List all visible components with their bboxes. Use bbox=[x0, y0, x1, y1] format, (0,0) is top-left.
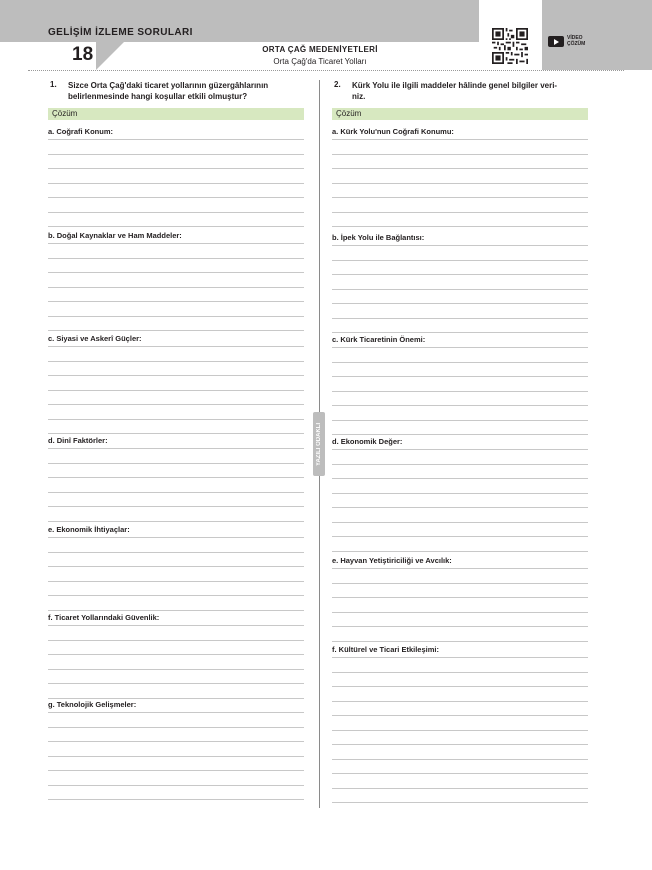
question-number: 1. bbox=[50, 80, 57, 89]
answer-line[interactable] bbox=[48, 258, 304, 259]
answer-line[interactable] bbox=[48, 463, 304, 464]
answer-line[interactable] bbox=[332, 139, 588, 140]
answer-line[interactable] bbox=[48, 243, 304, 244]
answer-line[interactable] bbox=[48, 361, 304, 362]
answer-line[interactable] bbox=[48, 683, 304, 684]
answer-line[interactable] bbox=[48, 640, 304, 641]
answer-line[interactable] bbox=[48, 419, 304, 420]
answer-line[interactable] bbox=[48, 433, 304, 434]
video-solution-link[interactable] bbox=[567, 35, 585, 47]
section-label: a. Coğrafi Konum: bbox=[48, 127, 113, 136]
answer-line[interactable] bbox=[332, 551, 588, 552]
section-label: g. Teknolojik Gelişmeler: bbox=[48, 700, 137, 709]
side-tab-label: YAZILI ODAKLI bbox=[316, 422, 322, 466]
answer-line[interactable] bbox=[332, 597, 588, 598]
section-label: c. Kürk Ticaretinin Önemi: bbox=[332, 335, 426, 344]
answer-line[interactable] bbox=[332, 274, 588, 275]
answer-line[interactable] bbox=[48, 712, 304, 713]
answer-line[interactable] bbox=[332, 568, 588, 569]
section-label: e. Ekonomik İhtiyaçlar: bbox=[48, 525, 130, 534]
section-label: d. Dinî Faktörler: bbox=[48, 436, 108, 445]
answer-line[interactable] bbox=[332, 226, 588, 227]
answer-line[interactable] bbox=[48, 139, 304, 140]
answer-line[interactable] bbox=[332, 434, 588, 435]
answer-line[interactable] bbox=[48, 448, 304, 449]
answer-line[interactable] bbox=[48, 226, 304, 227]
unit-title: ORTA ÇAĞ MEDENİYETLERİ bbox=[262, 45, 378, 54]
answer-line[interactable] bbox=[332, 583, 588, 584]
answer-line[interactable] bbox=[332, 332, 588, 333]
answer-line[interactable] bbox=[48, 506, 304, 507]
section-label: e. Hayvan Yetiştiriciliği ve Avcılık: bbox=[332, 556, 452, 565]
answer-line[interactable] bbox=[48, 654, 304, 655]
answer-line[interactable] bbox=[48, 154, 304, 155]
answer-line[interactable] bbox=[332, 672, 588, 673]
answer-line[interactable] bbox=[48, 346, 304, 347]
answer-line[interactable] bbox=[332, 168, 588, 169]
section-label: b. Doğal Kaynaklar ve Ham Maddeler: bbox=[48, 231, 182, 240]
series-title: GELİŞİM İZLEME SORULARI bbox=[48, 27, 193, 38]
answer-line[interactable] bbox=[332, 686, 588, 687]
section-label: c. Siyasi ve Askerî Güçler: bbox=[48, 334, 142, 343]
answer-line[interactable] bbox=[48, 566, 304, 567]
video-label-line2: ÇÖZÜM bbox=[567, 41, 586, 47]
answer-line[interactable] bbox=[332, 802, 588, 803]
answer-line[interactable] bbox=[332, 245, 588, 246]
answer-line[interactable] bbox=[48, 698, 304, 699]
answer-line[interactable] bbox=[48, 552, 304, 553]
answer-line[interactable] bbox=[332, 464, 588, 465]
question-text-line: niz. bbox=[352, 92, 366, 101]
answer-line[interactable] bbox=[332, 507, 588, 508]
answer-line[interactable] bbox=[48, 404, 304, 405]
answer-line[interactable] bbox=[48, 330, 304, 331]
answer-line[interactable] bbox=[48, 669, 304, 670]
answer-line[interactable] bbox=[332, 730, 588, 731]
question-text bbox=[68, 80, 304, 102]
answer-line[interactable] bbox=[48, 727, 304, 728]
section-label: a. Kürk Yolu'nun Coğrafi Konumu: bbox=[332, 127, 454, 136]
answer-line[interactable] bbox=[332, 759, 588, 760]
answer-line[interactable] bbox=[48, 272, 304, 273]
question-text-line: Kürk Yolu ile ilgili maddeler hâlinde genel bilgiler veri- bbox=[352, 81, 558, 90]
answer-line[interactable] bbox=[48, 537, 304, 538]
answer-line[interactable] bbox=[48, 595, 304, 596]
solution-bar: Çözüm bbox=[48, 108, 304, 120]
answer-line[interactable] bbox=[48, 183, 304, 184]
answer-line[interactable] bbox=[48, 212, 304, 213]
lesson-number: 18 bbox=[72, 44, 94, 65]
answer-line[interactable] bbox=[48, 521, 304, 522]
question-text-line: belirlenmesinde hangi koşullar etkili olmuştur? bbox=[68, 92, 248, 101]
answer-line[interactable] bbox=[332, 641, 588, 642]
answer-line[interactable] bbox=[332, 405, 588, 406]
solution-bar: Çözüm bbox=[332, 108, 588, 120]
answer-line[interactable] bbox=[332, 744, 588, 745]
answer-line[interactable] bbox=[48, 168, 304, 169]
answer-line[interactable] bbox=[332, 715, 588, 716]
answer-line[interactable] bbox=[48, 316, 304, 317]
answer-line[interactable] bbox=[332, 154, 588, 155]
header-slant bbox=[96, 40, 126, 70]
section-label: f. Ticaret Yollarındaki Güvenlik: bbox=[48, 613, 160, 622]
answer-line[interactable] bbox=[332, 212, 588, 213]
answer-line[interactable] bbox=[332, 289, 588, 290]
answer-line[interactable] bbox=[48, 625, 304, 626]
answer-line[interactable] bbox=[332, 657, 588, 658]
unit-subtitle: Orta Çağ'da Ticaret Yolları bbox=[273, 57, 367, 66]
answer-line[interactable] bbox=[48, 756, 304, 757]
answer-line[interactable] bbox=[48, 287, 304, 288]
answer-line[interactable] bbox=[48, 770, 304, 771]
section-label: d. Ekonomik Değer: bbox=[332, 437, 403, 446]
answer-line[interactable] bbox=[332, 197, 588, 198]
answer-line[interactable] bbox=[48, 375, 304, 376]
answer-line[interactable] bbox=[332, 493, 588, 494]
answer-line[interactable] bbox=[332, 347, 588, 348]
answer-line[interactable] bbox=[48, 492, 304, 493]
question-text-line: Sizce Orta Çağ'daki ticaret yollarının güzergâhlarının bbox=[68, 81, 269, 90]
answer-line[interactable] bbox=[332, 376, 588, 377]
answer-line[interactable] bbox=[332, 478, 588, 479]
answer-line[interactable] bbox=[332, 362, 588, 363]
answer-line[interactable] bbox=[48, 741, 304, 742]
answer-line[interactable] bbox=[48, 610, 304, 611]
answer-line[interactable] bbox=[332, 260, 588, 261]
answer-line[interactable] bbox=[48, 477, 304, 478]
answer-line[interactable] bbox=[332, 612, 588, 613]
answer-line[interactable] bbox=[332, 183, 588, 184]
answer-line[interactable] bbox=[332, 449, 588, 450]
qr-code-icon[interactable] bbox=[492, 28, 528, 64]
answer-line[interactable] bbox=[48, 301, 304, 302]
question-text bbox=[352, 80, 588, 102]
answer-line[interactable] bbox=[332, 626, 588, 627]
answer-line[interactable] bbox=[332, 303, 588, 304]
answer-line[interactable] bbox=[332, 536, 588, 537]
header-divider bbox=[28, 70, 624, 71]
section-label: b. İpek Yolu ile Bağlantısı: bbox=[332, 233, 425, 242]
answer-line[interactable] bbox=[48, 785, 304, 786]
answer-line[interactable] bbox=[48, 197, 304, 198]
question-number: 2. bbox=[334, 80, 341, 89]
answer-line[interactable] bbox=[332, 773, 588, 774]
video-label-line1: VİDEO bbox=[567, 35, 583, 41]
answer-line[interactable] bbox=[48, 581, 304, 582]
play-icon[interactable] bbox=[548, 36, 564, 47]
answer-line[interactable] bbox=[332, 420, 588, 421]
answer-line[interactable] bbox=[332, 391, 588, 392]
answer-line[interactable] bbox=[332, 318, 588, 319]
answer-line[interactable] bbox=[48, 390, 304, 391]
answer-line[interactable] bbox=[48, 799, 304, 800]
answer-line[interactable] bbox=[332, 788, 588, 789]
answer-line[interactable] bbox=[332, 522, 588, 523]
section-label: f. Kültürel ve Ticari Etkileşimi: bbox=[332, 645, 439, 654]
answer-line[interactable] bbox=[332, 701, 588, 702]
video-solution-panel bbox=[542, 0, 652, 70]
